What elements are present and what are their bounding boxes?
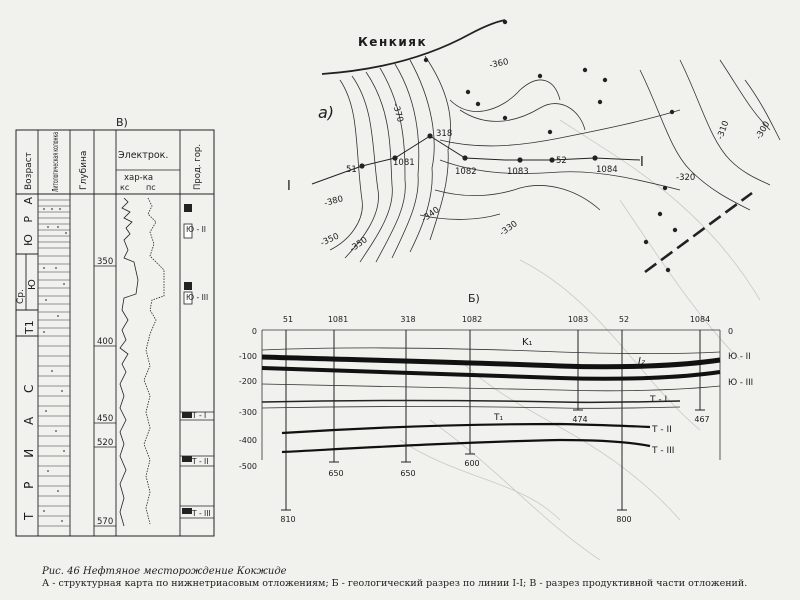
map-well-extra [503,116,507,120]
map-well-52 [549,157,554,162]
contour-label: -340 [419,205,442,225]
horizon-label: Т - II [192,457,209,466]
contour-label: -350 [347,235,370,255]
depth-tick-left: -300 [238,408,257,417]
layer-label-t-i: Т - I [650,395,668,405]
well-depth-label: 467 [694,415,710,424]
column-depth-label: 400 [97,337,114,347]
map-well-1082 [462,155,467,160]
contour-labels [319,57,772,254]
header-electro: Электрок. [118,150,169,161]
section-well-numbers [283,315,710,324]
map-well-51 [359,163,364,168]
section-depth-ticks-right [728,327,733,336]
layer-label-yu2: Ю - II [728,352,751,362]
map-well-label: 1081 [393,158,415,168]
map-well-1083 [517,157,522,162]
depth-tick-left: -100 [238,352,257,361]
map-well-extra [598,100,602,104]
header-kc: кс [120,183,130,192]
map-well-extra [603,78,607,82]
stratum-k1-base [262,348,720,354]
contour-label: -320 [676,173,696,183]
contour-label: -300 [753,119,773,142]
horizon-t1 [262,401,680,403]
map-well-label: 52 [556,156,567,166]
structural-map [287,20,780,272]
map-well-extra [644,240,648,244]
map-well-label: 318 [436,129,453,139]
background-ghost-lines [400,120,760,560]
horizon-t2 [282,424,650,433]
section-mark-left: I [287,179,291,194]
depth-tick-left: -500 [238,462,257,471]
horizon-yu2 [262,357,720,367]
header-prod: Прод. гор. [193,143,203,190]
well-depth-label: 650 [328,469,344,478]
depth-tick-left: -200 [238,377,257,386]
header-litho: Литологическая колонка [51,85,60,192]
age-sr: Ср. [16,289,26,304]
depth-tick-left: 0 [251,327,257,336]
map-well-labels [346,129,618,177]
map-well-label: 1083 [507,167,529,177]
age-trias: Т Р И А С [22,374,36,520]
horizon-yu3 [262,368,720,379]
stratum-j2-base [262,384,720,391]
map-well-label: 1084 [596,165,618,175]
map-well-label: 1082 [455,167,477,177]
column-depth-label: 570 [97,517,114,527]
lithology-dots [43,208,67,522]
well-depth-label: 600 [464,459,480,468]
map-well-extra [424,58,428,62]
log-curve-kc [120,198,138,526]
layer-label-yu3: Ю - III [728,378,754,388]
depth-tick-left: -400 [238,436,257,445]
horizon-labels [186,225,211,518]
age-yu: Ю [27,279,38,290]
horizon-t3 [282,440,650,452]
contour-label: -380 [323,194,345,209]
map-well-318 [427,133,432,138]
layer-label-t-iii: Т - III [652,446,675,456]
section-panel-label: Б) [468,292,480,305]
figure-caption-title: Рис. 46 Нефтяное месторождение Кокжиде [42,566,287,577]
section-mark-right: I [640,155,644,170]
column-depth-label: 450 [97,414,114,424]
map-well-extra [670,110,674,114]
horizon-label: Ю - III [186,293,209,302]
age-jura: Ю Р А [22,192,35,246]
layer-label-t-ii: Т - II [652,425,672,435]
contour-label: -330 [497,219,520,239]
map-well-extra [583,68,587,72]
section-well-number: 1081 [327,315,349,324]
horizon-label: Ю - II [186,225,206,234]
column-depth-label: 350 [97,257,114,267]
section-well-number: 52 [618,315,630,324]
map-well-extra [548,130,552,134]
section-well-depths [280,415,709,524]
productive-horizons [180,204,214,518]
layer-label-t1: T₁ [494,413,504,423]
section-well-number: 1083 [567,315,589,324]
section-well-number: 51 [282,315,294,324]
header-depth: Глубина [79,150,89,190]
section-well-number: 318 [400,315,416,324]
field-name-label: Кенкияк [358,35,428,49]
map-well-extra [663,186,667,190]
horizon-label: Т - I [192,411,207,420]
header-pc: пс [146,183,156,192]
lithology-pattern [38,200,70,526]
section-well-number: 1084 [689,315,711,324]
contour-label: -360 [488,57,510,71]
well-depth-label: 810 [280,515,296,524]
section-depth-ticks [239,327,257,471]
map-well-extra [666,268,670,272]
map-well-extra [658,212,662,216]
map-wells [359,20,677,272]
column-depth-labels [97,257,113,527]
column-frame [16,85,214,536]
horizon-label: Т - III [192,509,211,518]
depth-tick-right: 0 [728,327,734,336]
log-curve-pc [144,198,164,524]
well-depth-label: 474 [572,415,588,424]
figure-caption-text: А - структурная карта по нижнетриасовым отложениям; Б - геологический разрез по линии I-I; В - разрез продуктивной части отложений. [42,578,748,589]
map-panel-label: а) [318,103,335,122]
map-well-extra [538,74,542,78]
header-electro-sub: хар-ка [124,173,154,183]
map-well-1084 [592,155,597,160]
age-t1: Т1 [23,320,36,334]
well-depth-label: 650 [400,469,416,478]
header-age: Возраст [24,152,34,190]
column-depth-label: 520 [97,438,114,448]
map-well-label: 51 [346,165,357,175]
map-well-extra [466,90,470,94]
contour-label: -370 [390,102,405,124]
section-well-number: 1082 [461,315,483,324]
layer-label-k1: K₁ [522,337,533,348]
contour-label: -310 [715,119,732,142]
layer-label-j2: J₂ [638,356,645,367]
horizon-t1-lower [262,407,680,409]
contour-label: -350 [319,231,341,249]
well-depth-label: 800 [616,515,632,524]
section-layer-labels [493,337,753,456]
lithology-column [16,85,214,536]
map-well-extra [673,228,677,232]
column-panel-label: В) [116,116,128,129]
map-well-extra [503,20,507,24]
map-well-extra [476,102,480,106]
